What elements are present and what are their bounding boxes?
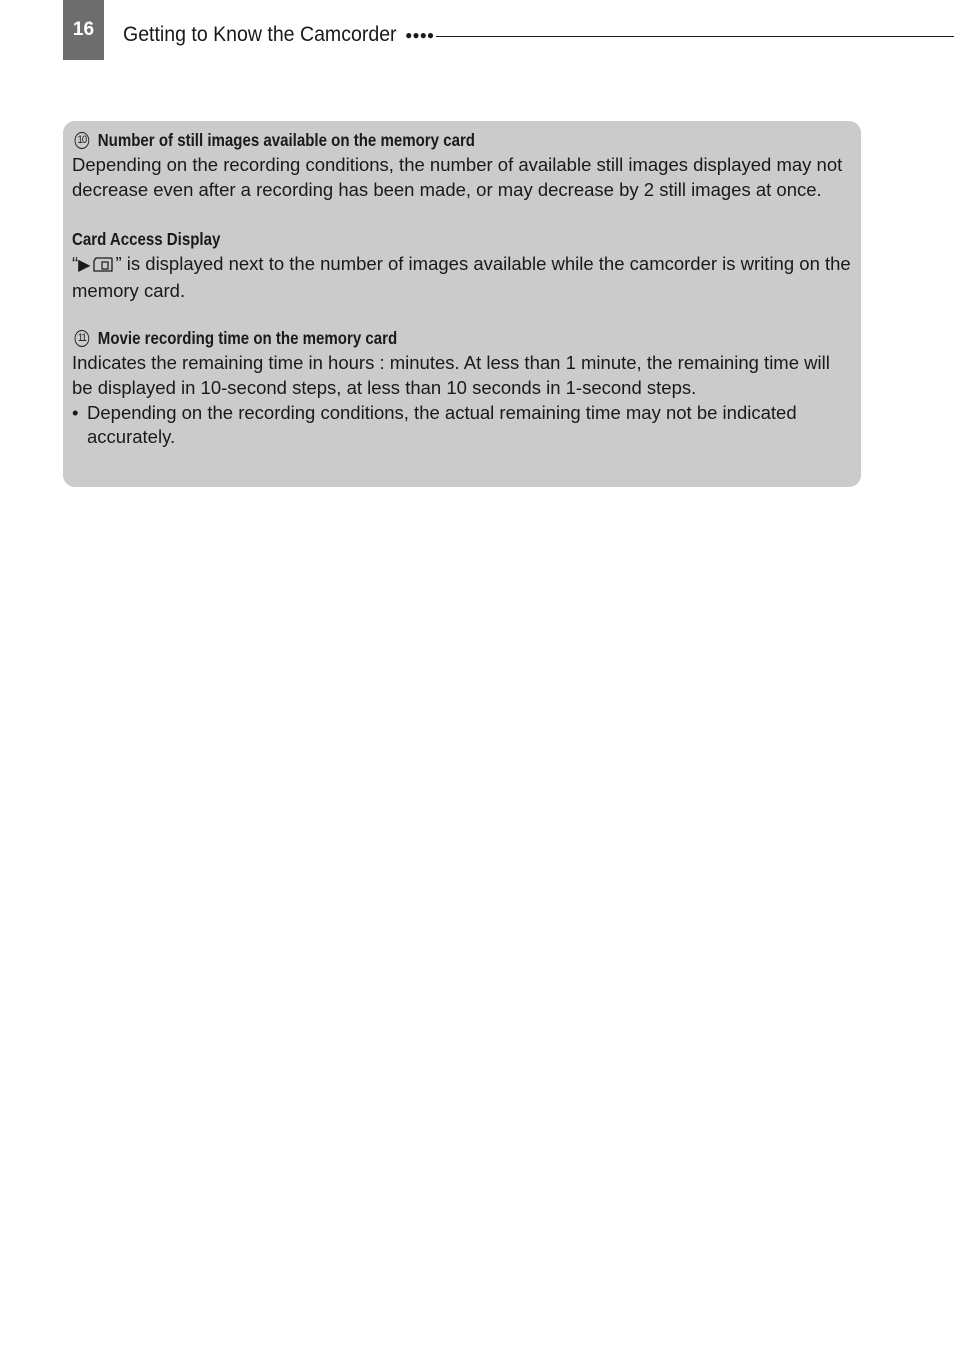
header-rule xyxy=(436,36,954,37)
section-title: Getting to Know the Camcorder xyxy=(123,23,397,46)
item-11-heading xyxy=(72,326,742,351)
section-header xyxy=(123,20,954,50)
memory-card-icon xyxy=(93,257,113,272)
card-access-quote-open: “ xyxy=(72,253,79,275)
item-11-number: 11 xyxy=(75,330,90,347)
item-10-title: Number of still images available on the memory card xyxy=(97,130,476,150)
item-11-bullet xyxy=(72,401,851,450)
item-11-title: Movie recording time on the memory card xyxy=(97,328,398,349)
item-10-number: 10 xyxy=(75,132,90,149)
page-number: 16 xyxy=(63,0,104,60)
item-10-heading xyxy=(72,128,742,153)
bullet-icon: • xyxy=(72,401,79,423)
play-icon: ▶ xyxy=(78,257,91,275)
item-10-body: Depending on the recording conditions, the number of available still images displayed may not decrease even after a recording has been made, or may decrease by 2 still images at once. xyxy=(72,154,843,200)
item-11-body: Indicates the remaining time in hours : minutes. At less than 1 minute, the remaining time will be displayed in 10-second steps, at less than 10 seconds in 1-second steps. xyxy=(72,352,830,398)
card-access-body-text: ” is displayed next to the number of images available while the camcorder is writing on the memory card. xyxy=(72,253,851,301)
card-access-body xyxy=(72,252,851,303)
note-box xyxy=(63,121,861,487)
header-dots: ●●●● xyxy=(405,28,435,42)
item-11-bullet-text: Depending on the recording conditions, the actual remaining time may not be indicated accurately. xyxy=(87,401,797,448)
card-access-heading: Card Access Display xyxy=(72,229,221,250)
